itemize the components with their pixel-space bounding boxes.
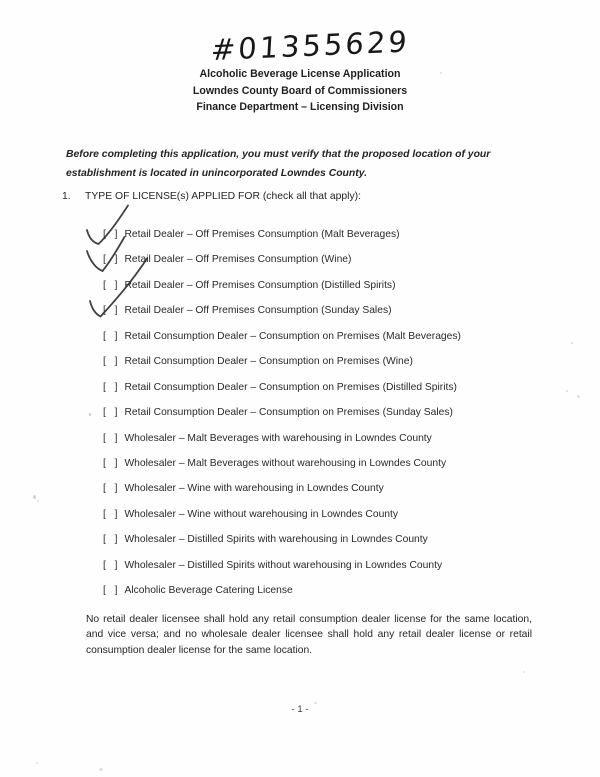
license-item-row bbox=[103, 229, 461, 254]
scan-speckle bbox=[571, 342, 573, 344]
license-item-row bbox=[103, 433, 461, 458]
checkbox-brackets: [ ] bbox=[103, 483, 119, 495]
license-item-row bbox=[103, 280, 461, 305]
scan-speckle bbox=[36, 762, 38, 764]
scan-speckle bbox=[440, 72, 442, 74]
license-item-label: Alcoholic Beverage Catering License bbox=[124, 585, 293, 597]
scan-speckle bbox=[577, 395, 580, 398]
scan-speckle bbox=[523, 671, 525, 673]
checkbox-brackets: [ ] bbox=[103, 432, 119, 444]
license-item-label: Wholesaler – Wine with warehousing in Lowndes County bbox=[124, 483, 384, 495]
checkbox-brackets: [ ] bbox=[103, 559, 119, 571]
handwritten-license-number: #01355629 bbox=[209, 24, 411, 68]
license-item-label: Wholesaler – Malt Beverages without warehousing in Lowndes County bbox=[124, 457, 447, 469]
license-item-label: Retail Consumption Dealer – Consumption on Premises (Malt Beverages) bbox=[124, 330, 461, 342]
license-item-label: Wholesaler – Wine without warehousing in Lowndes County bbox=[124, 508, 399, 520]
license-type-list bbox=[103, 229, 461, 611]
header-title: Alcoholic Beverage License Application bbox=[199, 68, 401, 80]
license-item-row bbox=[103, 483, 461, 508]
section-1-heading bbox=[62, 191, 361, 202]
license-item-row bbox=[103, 382, 461, 407]
checkbox-brackets: [ ] bbox=[103, 534, 119, 546]
section-heading-text: TYPE OF LICENSE(s) APPLIED FOR (check all that apply): bbox=[85, 191, 362, 202]
page-number: - 1 - bbox=[291, 704, 309, 715]
header-department: Finance Department – Licensing Division bbox=[196, 101, 404, 113]
scan-speckle bbox=[314, 702, 317, 704]
checkbox-brackets: [ ] bbox=[103, 508, 119, 520]
document-header bbox=[0, 66, 600, 116]
license-item-label: Wholesaler – Distilled Spirits with warehousing in Lowndes County bbox=[124, 534, 428, 546]
license-item-label: Retail Consumption Dealer – Consumption on Premises (Sunday Sales) bbox=[124, 407, 453, 419]
scan-speckle bbox=[566, 390, 568, 392]
header-organization: Lowndes County Board of Commissioners bbox=[192, 84, 408, 97]
license-item-label: Retail Dealer – Off Premises Consumption (Wine) bbox=[124, 254, 352, 266]
scan-speckle bbox=[89, 413, 91, 416]
license-item-row bbox=[103, 331, 461, 356]
checkbox-brackets: [ ] bbox=[103, 356, 119, 368]
checkbox-brackets: [ ] bbox=[103, 330, 119, 342]
verification-notice: Before completing this application, you must verify that the proposed location of your establishment is located in unincorporated Lowndes County. bbox=[66, 149, 491, 179]
license-item-row bbox=[103, 305, 461, 330]
license-item-row bbox=[103, 254, 461, 279]
section-number: 1. bbox=[62, 191, 71, 202]
checkbox-brackets: [ ] bbox=[103, 585, 119, 597]
license-item-row bbox=[103, 509, 461, 534]
license-item-label: Retail Dealer – Off Premises Consumption (Sunday Sales) bbox=[124, 305, 392, 317]
checkbox-brackets: [ ] bbox=[103, 407, 119, 419]
scan-speckle bbox=[33, 495, 36, 499]
checkbox-brackets: [ ] bbox=[103, 457, 119, 469]
license-item-row bbox=[103, 534, 461, 559]
license-restriction-note: No retail dealer licensee shall hold any retail consumption dealer license for the same location, and vice versa; and no wholesale dealer licensee shall hold any retail dealer license or retail consumption dealer license for the same location. bbox=[86, 614, 532, 656]
license-item-row bbox=[103, 356, 461, 381]
license-item-label: Retail Dealer – Off Premises Consumption (Distilled Spirits) bbox=[124, 279, 396, 291]
scan-speckle bbox=[37, 500, 39, 502]
license-item-label: Retail Consumption Dealer – Consumption on Premises (Wine) bbox=[124, 356, 413, 368]
scan-speckle bbox=[99, 768, 103, 771]
license-item-row bbox=[103, 407, 461, 432]
license-item-label: Wholesaler – Distilled Spirits without warehousing in Lowndes County bbox=[124, 559, 443, 571]
license-item-row bbox=[103, 458, 461, 483]
checkbox-brackets: [ ] bbox=[103, 279, 119, 291]
license-item-row bbox=[103, 560, 461, 585]
license-item-label: Retail Dealer – Off Premises Consumption (Malt Beverages) bbox=[124, 229, 400, 240]
checkbox-brackets: [ ] bbox=[103, 254, 119, 266]
license-item-label: Wholesaler – Malt Beverages with warehousing in Lowndes County bbox=[124, 432, 432, 444]
checkbox-brackets: [ ] bbox=[103, 229, 119, 240]
checkbox-brackets: [ ] bbox=[103, 305, 119, 317]
license-item-row bbox=[103, 585, 461, 610]
checkbox-brackets: [ ] bbox=[103, 381, 119, 393]
license-item-label: Retail Consumption Dealer – Consumption on Premises (Distilled Spirits) bbox=[124, 381, 457, 393]
